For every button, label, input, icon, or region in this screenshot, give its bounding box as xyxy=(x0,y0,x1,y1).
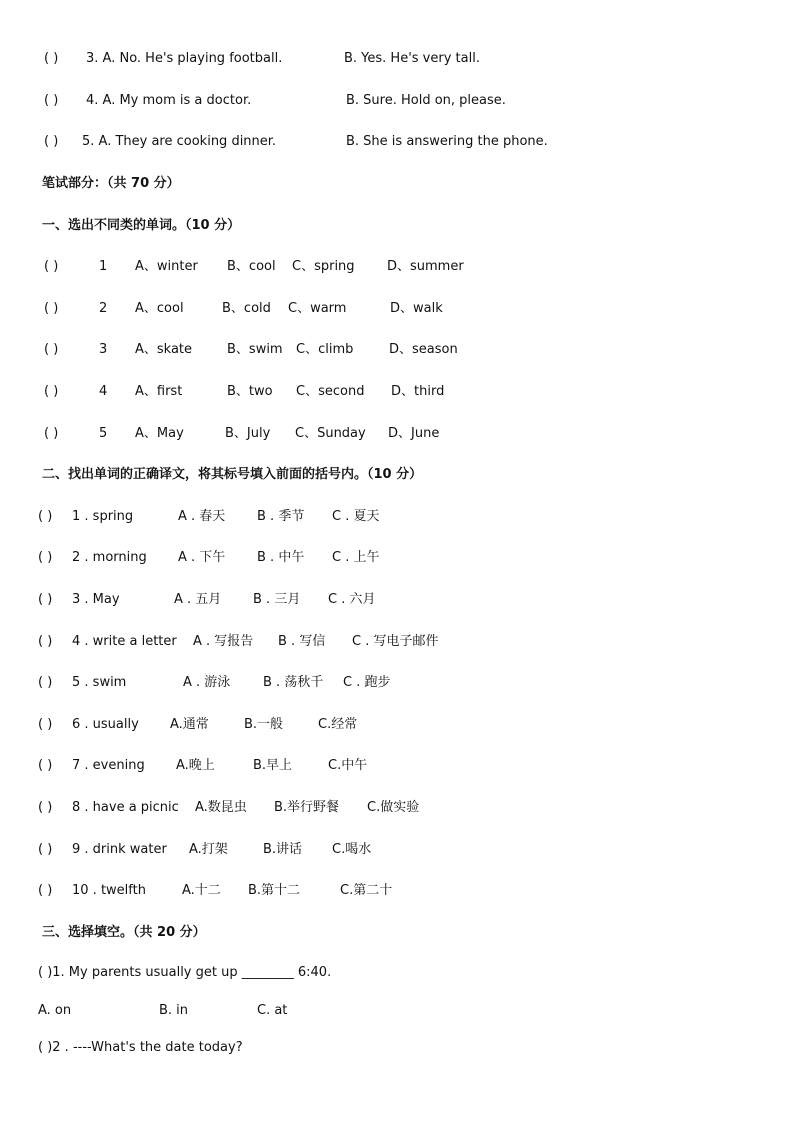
section2-title: 二、找出单词的正确译文，将其标号填入前面的括号内。（10 分） xyxy=(42,467,423,482)
item-number: 1 xyxy=(99,259,108,274)
option-b: B. Yes. He's very tall. xyxy=(344,51,480,66)
option-c: C . 跑步 xyxy=(343,675,391,690)
option-c: C. at xyxy=(257,1003,288,1018)
item-number: 2 xyxy=(99,301,108,316)
option-c: C . 写电子邮件 xyxy=(352,634,439,649)
answer-parenthesis: ( ) xyxy=(44,301,59,316)
option-d: D、walk xyxy=(390,301,443,316)
answer-parenthesis: ( ) xyxy=(38,717,53,732)
section3-question-2: ( )2 . ----What's the date today? xyxy=(38,1040,243,1055)
option-c: C.经常 xyxy=(318,717,358,732)
option-c: C.做实验 xyxy=(367,800,420,815)
answer-parenthesis: ( ) xyxy=(38,509,53,524)
option-c: C.中午 xyxy=(328,758,368,773)
option-c: C、second xyxy=(296,384,365,399)
option-b: B . 中午 xyxy=(257,550,305,565)
option-c: C . 夏天 xyxy=(332,509,380,524)
option-a: A . 写报告 xyxy=(193,634,254,649)
option-b: B.举行野餐 xyxy=(274,800,340,815)
option-d: D、summer xyxy=(387,259,464,274)
word: 6 . usually xyxy=(72,717,139,732)
item-number: 5 xyxy=(99,426,108,441)
option-b: B . 写信 xyxy=(278,634,326,649)
option-c: C . 六月 xyxy=(328,592,376,607)
answer-parenthesis: ( ) xyxy=(44,259,59,274)
option-b: B . 三月 xyxy=(253,592,301,607)
option-a: A . 下午 xyxy=(178,550,226,565)
option-a: A . 游泳 xyxy=(183,675,231,690)
option-b: B、cold xyxy=(222,301,271,316)
option-c: C、climb xyxy=(296,342,354,357)
word: 1 . spring xyxy=(72,509,134,524)
item-number: 4 xyxy=(99,384,108,399)
answer-parenthesis: ( ) xyxy=(38,634,53,649)
option-a: A、cool xyxy=(135,301,184,316)
option-b: B . 荡秋千 xyxy=(263,675,324,690)
answer-parenthesis: ( ) xyxy=(44,93,59,108)
answer-parenthesis: ( ) xyxy=(38,550,53,565)
option-d: D、season xyxy=(389,342,458,357)
option-c: C、Sunday xyxy=(295,426,366,441)
answer-parenthesis: ( ) xyxy=(38,758,53,773)
option-a: A.通常 xyxy=(170,717,209,732)
item-number: 3 xyxy=(99,342,108,357)
option-b: B、two xyxy=(227,384,273,399)
answer-parenthesis: ( ) xyxy=(38,842,53,857)
option-b: B. She is answering the phone. xyxy=(346,134,548,149)
answer-parenthesis: ( ) xyxy=(38,800,53,815)
option-a: A、winter xyxy=(135,259,198,274)
option-a: A.晚上 xyxy=(176,758,215,773)
option-c: C . 上午 xyxy=(332,550,380,565)
option-a: A . 春天 xyxy=(178,509,226,524)
option-a: A、first xyxy=(135,384,183,399)
word: 10 . twelfth xyxy=(72,883,146,898)
answer-parenthesis: ( ) xyxy=(44,134,59,149)
option-b: B.一般 xyxy=(244,717,284,732)
option-b: B . 季节 xyxy=(257,509,305,524)
word: 2 . morning xyxy=(72,550,147,565)
answer-parenthesis: ( ) xyxy=(38,592,53,607)
option-a: A、May xyxy=(135,426,184,441)
word: 8 . have a picnic xyxy=(72,800,179,815)
option-b: B.第十二 xyxy=(248,883,301,898)
answer-parenthesis: ( ) xyxy=(38,883,53,898)
option-b: B.早上 xyxy=(253,758,293,773)
option-a: A.数昆虫 xyxy=(195,800,247,815)
word: 5 . swim xyxy=(72,675,127,690)
option-d: D、third xyxy=(391,384,445,399)
option-b: B、cool xyxy=(227,259,276,274)
answer-parenthesis: ( ) xyxy=(44,426,59,441)
word: 9 . drink water xyxy=(72,842,167,857)
word: 7 . evening xyxy=(72,758,145,773)
section3-title: 三、选择填空。（共 20 分） xyxy=(42,925,206,940)
word: 3 . May xyxy=(72,592,120,607)
option-d: D、June xyxy=(388,426,440,441)
option-a: 4. A. My mom is a doctor. xyxy=(86,93,252,108)
answer-parenthesis: ( ) xyxy=(44,384,59,399)
option-a: 5. A. They are cooking dinner. xyxy=(82,134,277,149)
option-a: A. on xyxy=(38,1003,72,1018)
answer-parenthesis: ( ) xyxy=(44,342,59,357)
answer-parenthesis: ( ) xyxy=(38,675,53,690)
option-c: C、warm xyxy=(288,301,347,316)
option-c: C、spring xyxy=(292,259,355,274)
option-b: B、July xyxy=(225,426,271,441)
option-a: 3. A. No. He's playing football. xyxy=(86,51,283,66)
option-b: B、swim xyxy=(227,342,283,357)
section1-title: 一、选出不同类的单词。（10 分） xyxy=(42,218,241,233)
option-a: A.十二 xyxy=(182,883,221,898)
option-c: C.第二十 xyxy=(340,883,393,898)
written-part-title: 笔试部分：（共 70 分） xyxy=(42,176,180,191)
option-b: B. Sure. Hold on, please. xyxy=(346,93,506,108)
option-a: A . 五月 xyxy=(174,592,222,607)
option-a: A、skate xyxy=(135,342,193,357)
answer-parenthesis: ( ) xyxy=(44,51,59,66)
option-a: A.打架 xyxy=(189,842,228,857)
option-b: B.讲话 xyxy=(263,842,303,857)
word: 4 . write a letter xyxy=(72,634,177,649)
option-b: B. in xyxy=(159,1003,189,1018)
option-c: C.喝水 xyxy=(332,842,372,857)
section3-question-1: ( )1. My parents usually get up ________ 6:40. xyxy=(38,965,332,980)
